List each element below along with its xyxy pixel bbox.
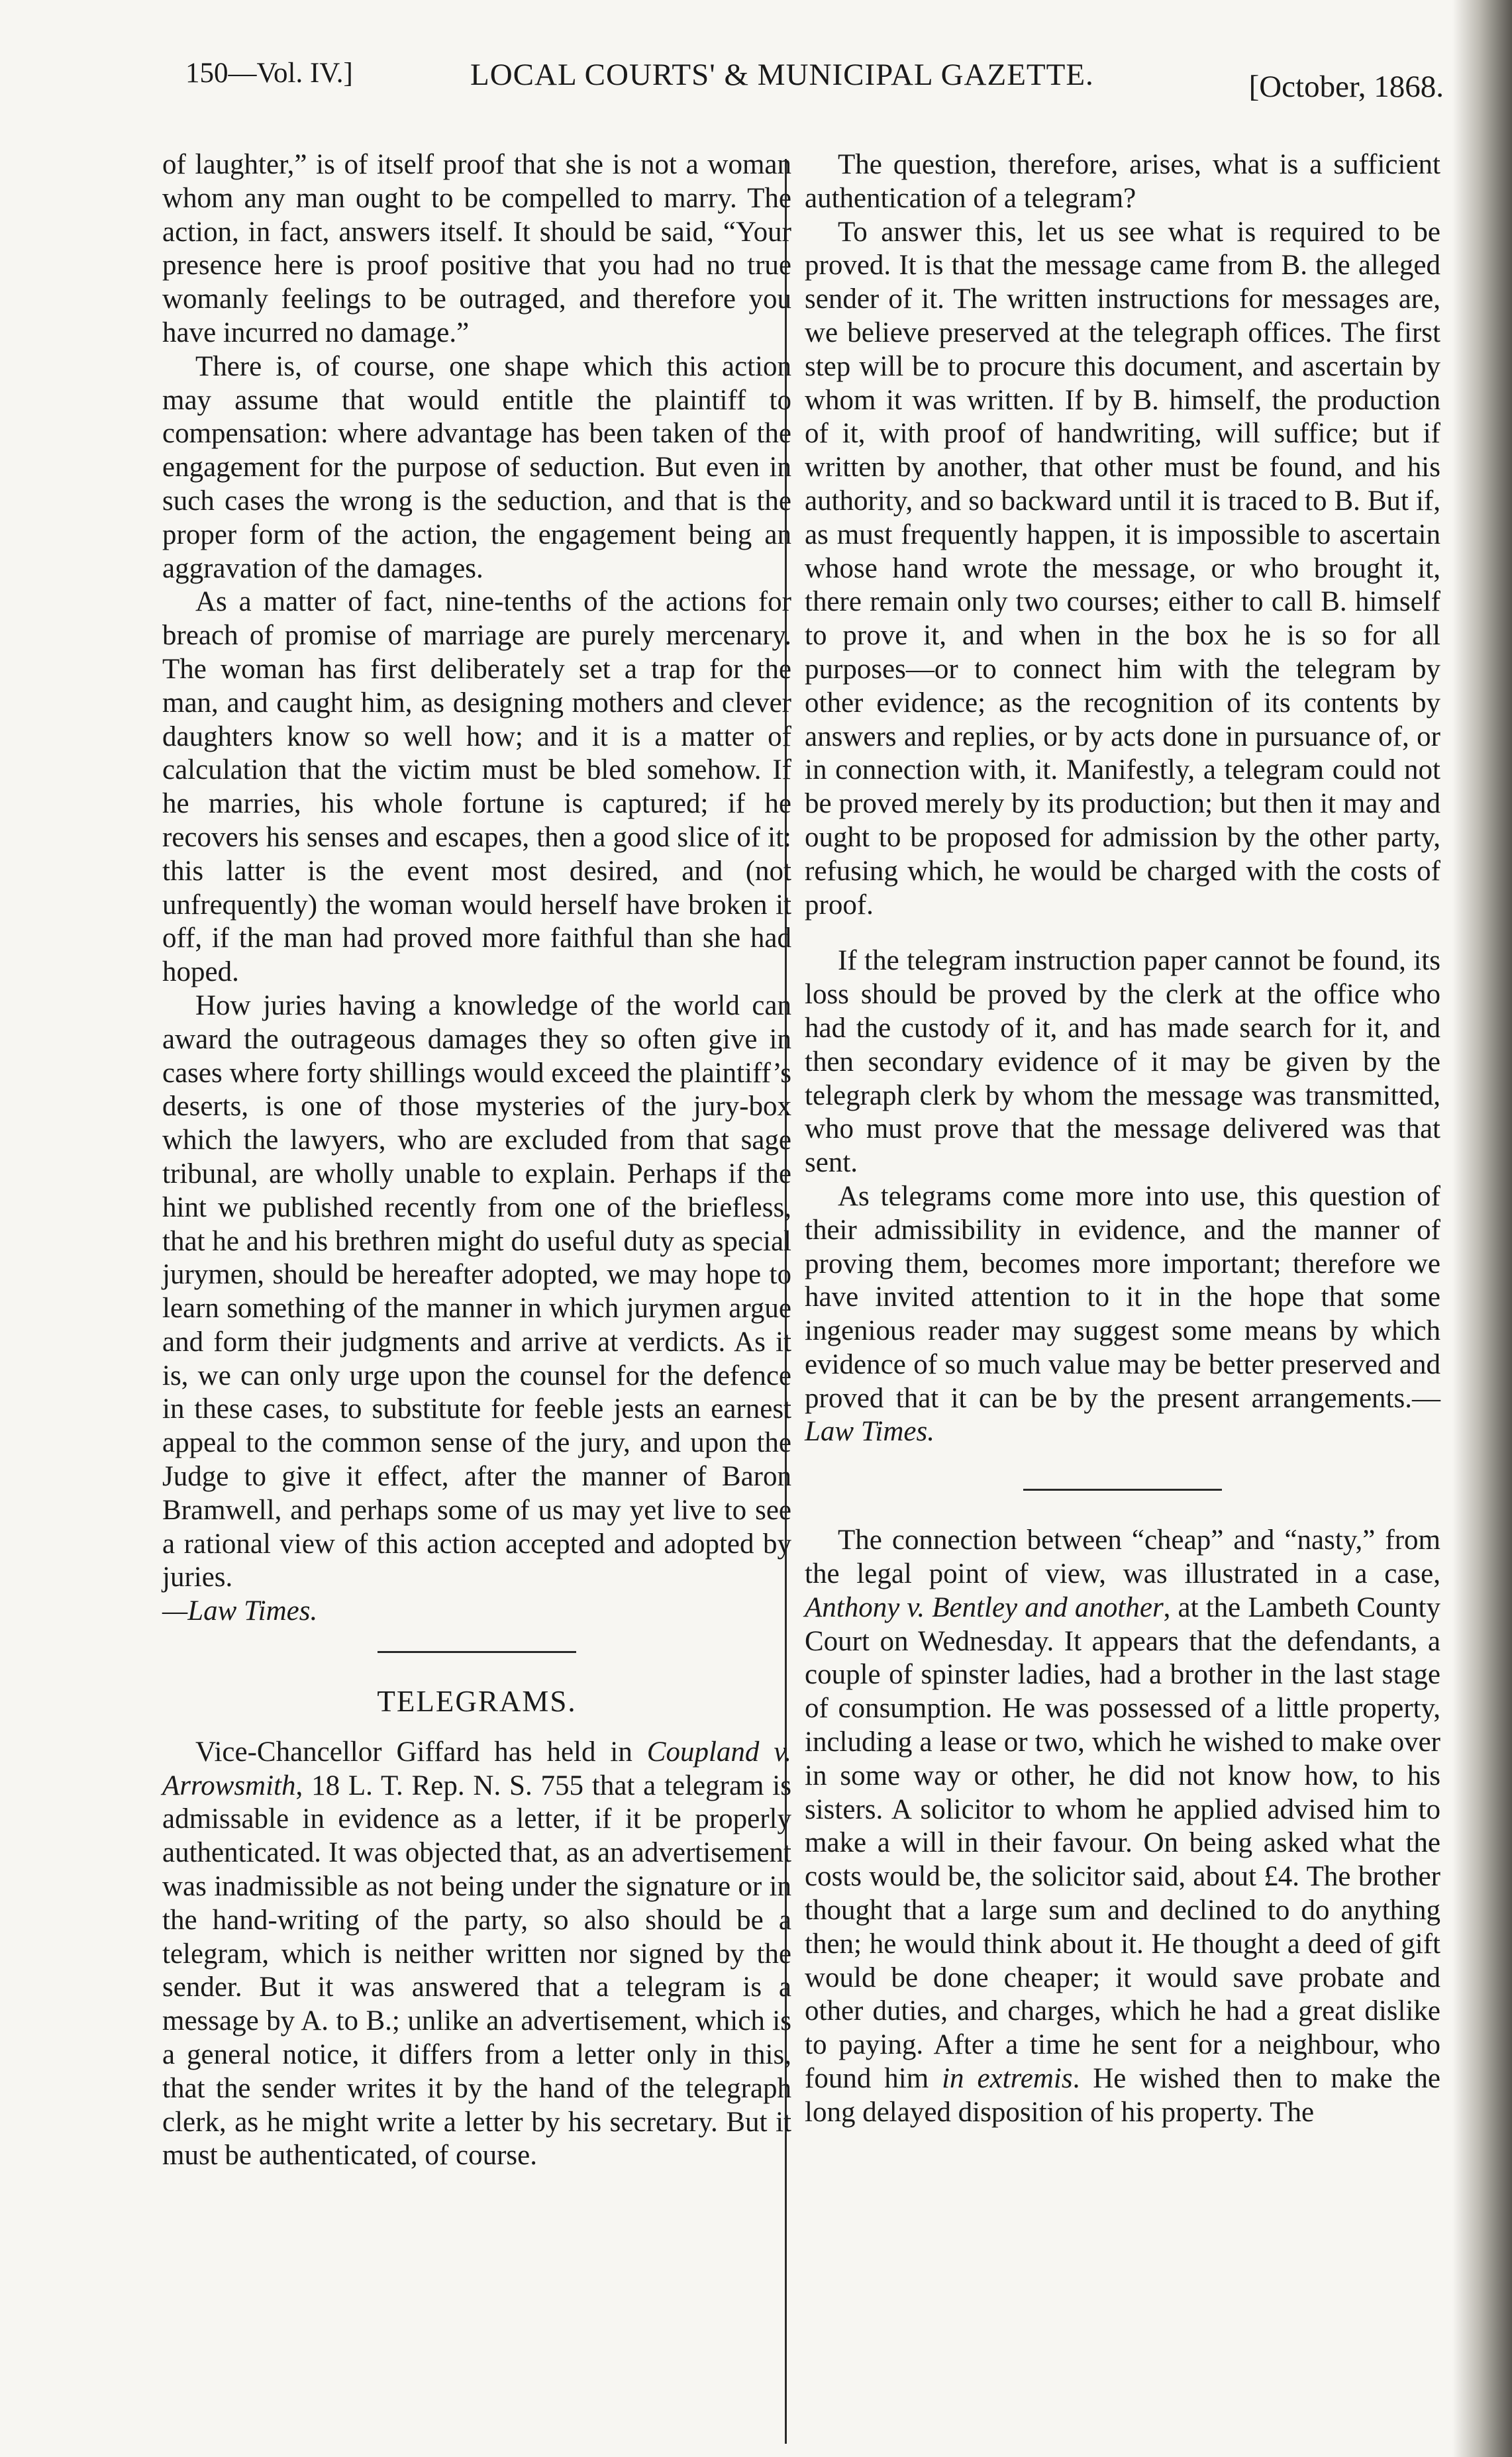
paragraph-text: . He wished then to make the long delayed disposition of his property. The [805, 2063, 1441, 2128]
publication-title: LOCAL COURTS' & MUNICIPAL GAZETTE. [470, 58, 1094, 92]
source-attribution: Law Times. [805, 1416, 934, 1448]
paragraph-text: , 18 L. T. Rep. N. S. 755 that a telegram is admissable in evidence as a letter, if it be properly authenticated. It was objected that, as an advertisement was inadmissible as not being under the signature or in the hand-writing of the party, so also should be a telegram, which is neither written nor signed by the sender. But it was answered that a telegram is a message by A. to B.; unlike an advertisement, which is a general notice, it differs from a letter only in this, that the sender writes it by the hand of the telegraph clerk, as he might write a letter by his secretary. But it must be authenticated, of course. [162, 1770, 791, 2172]
right-column [805, 148, 1440, 2130]
paragraph [805, 1180, 1440, 1449]
paragraph: of laughter,” is of itself proof that she is not a woman whom any man ought to be compelled to marry. The action, in fact, answers itself. It should be said, “Your presence here is proof positive that you had no true womanly feelings to be outraged, and therefore you have incurred no damage.” [162, 149, 791, 348]
page-header [179, 52, 1450, 105]
section-separator [1023, 1489, 1222, 1491]
paragraph: To answer this, let us see what is required to be proved. It is that the message came from B. the alleged sender of it. The written instructions for messages are, we believe preserved at the telegraph offices. The first step will be to procure this document, and ascertain by whom it was written. If by B. himself, the production of it, with proof of handwriting, will suffice; but if written by another, that other must be found, and his authority, and so backward until it is traced to B. But if, as must frequently happen, it is impossible to ascertain whose hand wrote the message, or who brought it, there remain only two courses; either to call B. himself to prove it, and when in the box he is so for all purposes—or to connect him with the telegram by other evidence; as the recognition of its contents by answers and replies, or by acts done in pursuance of, or in connection with, it. Manifestly, a telegram could not be proved merely by its production; but then it may and ought to be proposed for admission by the other party, refusing which, he would be charged with the costs of proof. [805, 216, 1440, 921]
paragraph-text: The connection between “cheap” and “nasty,” from the legal point of view, was illustrated in a case, [805, 1525, 1440, 1590]
volume-page-label: 150—Vol. IV.] [185, 58, 353, 89]
case-name: Anthony v. Bentley and another [805, 1591, 1164, 1623]
case-name: Coupland v. Arrowsmith [162, 1736, 792, 1801]
paragraph [162, 989, 791, 1629]
binding-edge-shadow [1452, 0, 1512, 2457]
paragraph-text: How juries having a knowledge of the world can award the outrageous damages they so often give in cases where forty shillings would exceed the plaintiff’s deserts, is one of those mysteries of the jury-box which the lawyers, who are excluded from that sage tribunal, are wholly unable to explain. Perhaps if the hint we published recently from one of the briefless, that he and his brethren might do useful duty as special jurymen, should be hereafter adopted, we may hope to learn something of the manner in which jurymen argue and form their judgments and arrive at verdicts. As it is, we can only urge upon the counsel for the defence in these cases, to substitute for feeble jests an earnest appeal to the common sense of the jury, and upon the Judge to give it effect, after the manner of Baron Bramwell, and perhaps some of us may yet live to see a rational view of this action accepted and adopted by juries. [162, 989, 791, 1593]
left-column [162, 148, 791, 2173]
issue-date: [October, 1868. [1248, 70, 1444, 104]
paragraph-text: As telegrams come more into use, this question of their admissibility in evidence, and the manner of proving them, becomes more important; therefore we have invited attention to it in the hope that some ingenious reader may suggest some means by which evidence of so much value may be better preserved and proved that it can be by the present arrangements.— [805, 1180, 1440, 1414]
paragraph [162, 1736, 791, 2173]
paragraph: There is, of course, one shape which this action may assume that would entitle the plaintiff to compensation: where advantage has been taken of the engagement for the purpose of seduction. But even in such cases the wrong is the seduction, and that is the proper form of the action, the engagement being an aggravation of the damages. [162, 350, 791, 584]
section-heading: TELEGRAMS. [377, 1685, 577, 1719]
paragraph-text: Vice-Chancellor Giffard has held in [195, 1736, 647, 1768]
latin-phrase: in extremis [942, 2063, 1073, 2095]
section-separator [378, 1651, 576, 1653]
source-attribution: —Law Times. [162, 1595, 318, 1627]
paragraph: If the telegram instruction paper cannot be found, its loss should be proved by the clerk at the office who had the custody of it, and has made search for it, and then secondary evidence of it may be given by the telegraph clerk by whom the message was transmitted, who must prove that the message delivered was that sent. [805, 945, 1440, 1179]
paragraph: As a matter of fact, nine-tenths of the actions for breach of promise of marriage are purely mercenary. The woman has first deliberately set a trap for the man, and caught him, as designing mothers and clever daughters know so well how; and it is a matter of calculation that the victim must be bled somehow. If he marries, his whole fortune is captured; if he recovers his senses and escapes, then a good slice of it: this latter is the event most desired, and (not unfrequently) the woman would herself have broken it off, if the man had proved more faithful than she had hoped. [162, 586, 791, 988]
paragraph [805, 1524, 1440, 2129]
paragraph: The question, therefore, arises, what is a sufficient authentication of a telegram? [805, 149, 1440, 214]
paragraph-text: , at the Lambeth County Court on Wednesday. It appears that the defendants, a couple of spinster ladies, had a brother in the last stage of consumption. He was possessed of a little property, including a lease or two, which he wished to make over in some way or other, he did not know how, to his sisters. A solicitor to whom he applied advised him to make a will in their favour. On being asked what the costs would be, the solicitor said, about £4. The brother thought that a large sum and declined to do anything then; he would think about it. He thought a deed of gift would be done cheaper; it would save probate and other duties, and charges, which he had a great dislike to paying. After a time he sent for a neighbour, who found him [805, 1591, 1440, 2095]
